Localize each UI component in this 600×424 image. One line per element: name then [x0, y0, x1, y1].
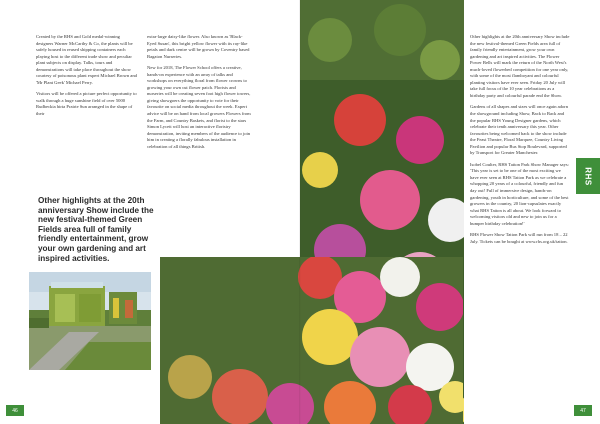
pull-quote: Other highlights at the 20th anniversary Show include the new festival-themed Green Fields area full of family friendly entertainment, grow your own gardening and art inspired activities. [38, 196, 154, 263]
paragraph: Created by the RHS and Gold medal-winning designers Warner McCarthy & Co, the plants will be safely housed in reused shipping containers each playing host to the different trade show and peculiar plant subjects on display. Talks, tours and demonstrations will take place throughout the show courtesy of poisonous plant expert Michael Brown and 'Mr Plant Geek' Michael Perry. [36, 34, 137, 85]
section-tab-label: RHS [583, 166, 593, 186]
paragraph: Gardens of all shapes and sizes will once again adorn the showground including Show, Back to Back and the popular RHS Young Designer gardens, which celebrate their tenth anniversary this year. Other favourites being welcomed back to the show include the Feast Theatre, Floral Marquee, Country Living Pavilion and popular Bus Stop Boulevard, supported by Transport for Greater Manchester. [470, 104, 569, 156]
paragraph: extra-large daisy-like flower. Also known as 'Black-Eyed Susan', this bright yellow flower with its ray-like petals and dark centre will be grown by Coventry based Bagaton Nurseries. [147, 34, 250, 59]
article-column-3 [470, 34, 570, 250]
paragraph: New for 2018, The Flower School offers a creative, hands-on experience with an array of talks and workshops on everything floral from flower crowns to growing your own cut flower patch. Florists and nurseries will be creating seven foot high flower towers, giving showgoers the opportunity to vote for their favourite on social media throughout the week. Expert advice will be on hand from local growers Flowers from the Farm, and Country Baskets, and florist to the stars Simon Lycett will host an interactive floristry demonstration, inviting members of the audience to join him in creating a florally fabulous installation in celebration of all things British. [147, 65, 251, 149]
spine-shadow [299, 0, 301, 424]
page-number: 47 [574, 405, 592, 416]
paragraph: Other highlights at the 20th anniversary Show include the new festival-themed Green Fields area full of family friendly entertainment, grow your own gardening and art inspired activities. The Flower Power Bells will mark the return of the North West's much-loved flowerbed competition for one year only, with some of the most flamboyant and colourful planting visitors have ever seen. Friday 20 July will take full focus of the 10 year celebrations as a birthday party and colourful parade end the Show. [470, 34, 570, 98]
article-column-2 [147, 34, 251, 155]
section-tab [576, 158, 600, 194]
paragraph: Visitors will be offered a picture perfect opportunity to walk through a huge sunshine field of over 5000 Rudbeckia hirta Prairie Sun arranged in the shape of their [36, 91, 137, 117]
paragraph: RHS Flower Show Tatton Park will run from 18 – 22 July. Tickets can be bought at www.rhs.org.uk/tatton. [470, 232, 568, 244]
flower-bed-photo-wide [160, 257, 463, 424]
showground-photo [29, 272, 151, 370]
article-column-1 [36, 34, 138, 123]
page-number: 46 [6, 405, 24, 416]
paragraph: Isobel Coulter, RHS Tatton Park Show Manager says: 'This year is set to be one of the most exciting we have ever seen at RHS Tatton Park as we celebrate a whopping 20 years of a colourful, friendly and fun day out! Full of immersive design, hands-on gardening, youth in horticulture, and some of the best growers in the country, 20 lion-capsulates exactly what RHS Tatton is all about. We look forward to welcoming visitors old and new to join us for a bumper birthday celebration!' [470, 161, 569, 226]
